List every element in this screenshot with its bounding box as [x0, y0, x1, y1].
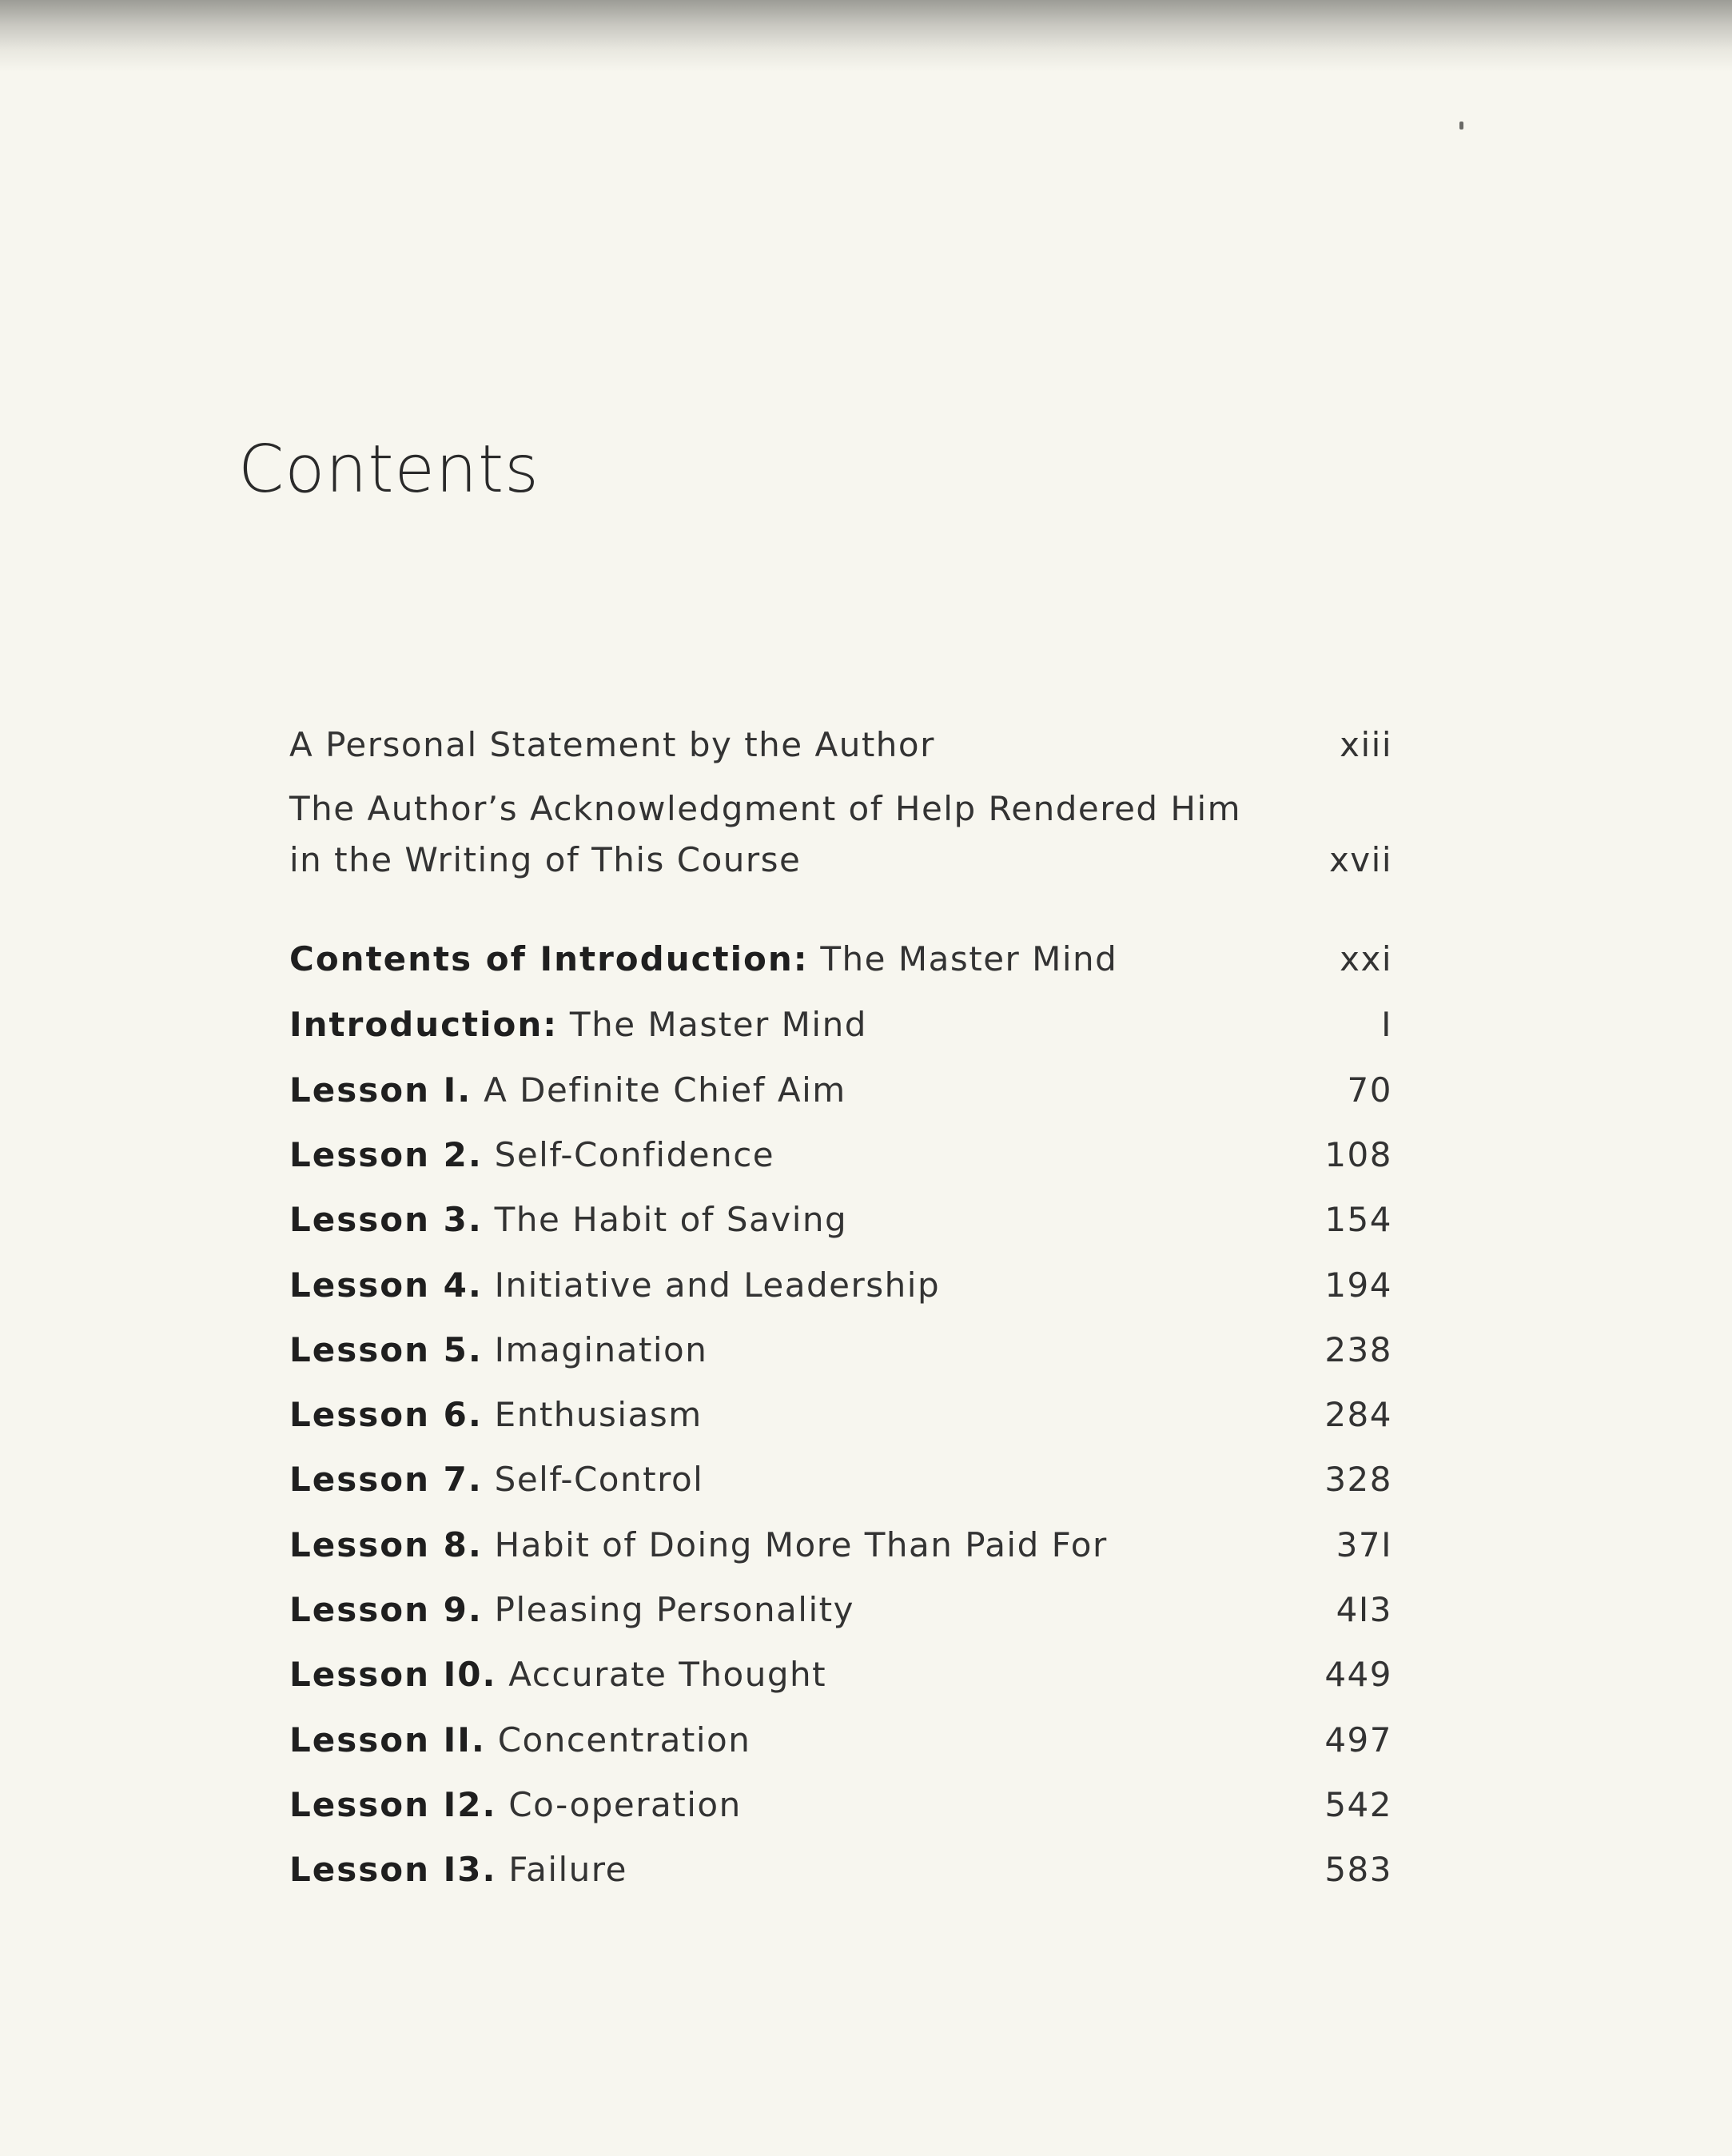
dust-speck [1459, 122, 1463, 130]
toc-entry-page: 70 [1347, 1070, 1392, 1110]
toc-entry-prefix: Lesson 7. [289, 1460, 483, 1499]
toc-entry-prefix: Contents of Introduction: [289, 939, 809, 978]
toc-entry-title [289, 783, 1248, 886]
toc-entry-title [289, 1844, 627, 1895]
toc-entry-page: xvii [1328, 840, 1392, 879]
toc-entry-text: Initiative and Leadership [494, 1265, 941, 1305]
toc-entry-page: 284 [1324, 1395, 1392, 1434]
toc-entry-text: The Master Mind [569, 1005, 867, 1044]
toc-entry-text: Failure [508, 1850, 627, 1889]
toc-entry-page: 238 [1324, 1330, 1392, 1369]
toc-entry-page: 497 [1324, 1720, 1392, 1759]
toc-entry-prefix: Lesson I2. [289, 1785, 497, 1824]
toc-entry-title [289, 1779, 742, 1831]
toc-entry-title [289, 1260, 940, 1311]
toc-entry-title: A Personal Statement by the Author [289, 725, 935, 764]
toc-entry-page: xiii [1340, 725, 1392, 764]
toc-entry-text: Imagination [494, 1330, 708, 1369]
toc-entry-text: The Master Mind [820, 939, 1118, 978]
toc-entry-title [289, 1715, 751, 1766]
page-title: Contents [238, 432, 540, 508]
toc-entry-prefix: Lesson 8. [289, 1525, 483, 1564]
toc-entry-text: Habit of Doing More Than Paid For [494, 1525, 1108, 1564]
toc-entry-title [289, 1649, 826, 1700]
toc-entry-text: Enthusiasm [494, 1395, 703, 1434]
toc-entry-prefix: Introduction: [289, 1005, 559, 1044]
toc-entry-prefix: Lesson I. [289, 1070, 472, 1110]
toc-entry-text: The Habit of Saving [494, 1200, 848, 1239]
scan-shadow-edge [0, 0, 1732, 72]
toc-entry-page: 194 [1324, 1265, 1392, 1305]
toc-entry-title [289, 1065, 846, 1116]
toc-entry-page: 449 [1324, 1655, 1392, 1694]
toc-entry-prefix: Lesson I3. [289, 1850, 497, 1889]
toc-entry-title [289, 1454, 703, 1505]
toc-entry-page: 583 [1324, 1850, 1392, 1889]
toc-entry-page: 154 [1324, 1200, 1392, 1239]
toc-entry-prefix: Lesson 3. [289, 1200, 483, 1239]
toc-entry-page: I [1381, 1005, 1392, 1044]
toc-entry-title [289, 1389, 703, 1441]
toc-entry-text: Self-Confidence [494, 1135, 775, 1174]
toc-entry-text: Pleasing Personality [494, 1590, 854, 1629]
toc-entry-prefix: Lesson 5. [289, 1330, 483, 1369]
toc-entry-text: Concentration [497, 1720, 751, 1759]
toc-entry-prefix: Lesson I0. [289, 1655, 497, 1694]
toc-entry-title [289, 1130, 774, 1181]
toc-entry-prefix: Lesson II. [289, 1720, 486, 1759]
toc-entry-title [289, 999, 867, 1050]
toc-entry-text: Co-operation [508, 1785, 742, 1824]
toc-entry-page: 542 [1324, 1785, 1392, 1824]
toc-entry-title-line2: in the Writing of This Course [289, 840, 802, 879]
toc-entry-title [289, 1194, 847, 1245]
toc-entry-title-line1: The Author’s Acknowledgment of Help Rendered Him [289, 789, 1242, 828]
toc-entry-page: 37I [1336, 1525, 1392, 1564]
toc-entry-prefix: Lesson 4. [289, 1265, 483, 1305]
toc-entry-text: Self-Control [494, 1460, 704, 1499]
toc-entry-prefix: Lesson 9. [289, 1590, 483, 1629]
toc-entry-text: Accurate Thought [508, 1655, 827, 1694]
toc-entry-text: A Definite Chief Aim [484, 1070, 846, 1110]
toc-entry-title [289, 934, 1117, 985]
toc-entry-title [289, 1584, 854, 1636]
toc-entry-prefix: Lesson 6. [289, 1395, 483, 1434]
toc-entry-title [289, 1325, 707, 1376]
toc-entry-prefix: Lesson 2. [289, 1135, 483, 1174]
toc-entry-title [289, 1520, 1108, 1571]
toc-entry-page: xxi [1340, 939, 1392, 978]
toc-entry-page: 4I3 [1336, 1590, 1392, 1629]
toc-entry-page: 328 [1324, 1460, 1392, 1499]
toc-entry-page: 108 [1324, 1135, 1392, 1174]
